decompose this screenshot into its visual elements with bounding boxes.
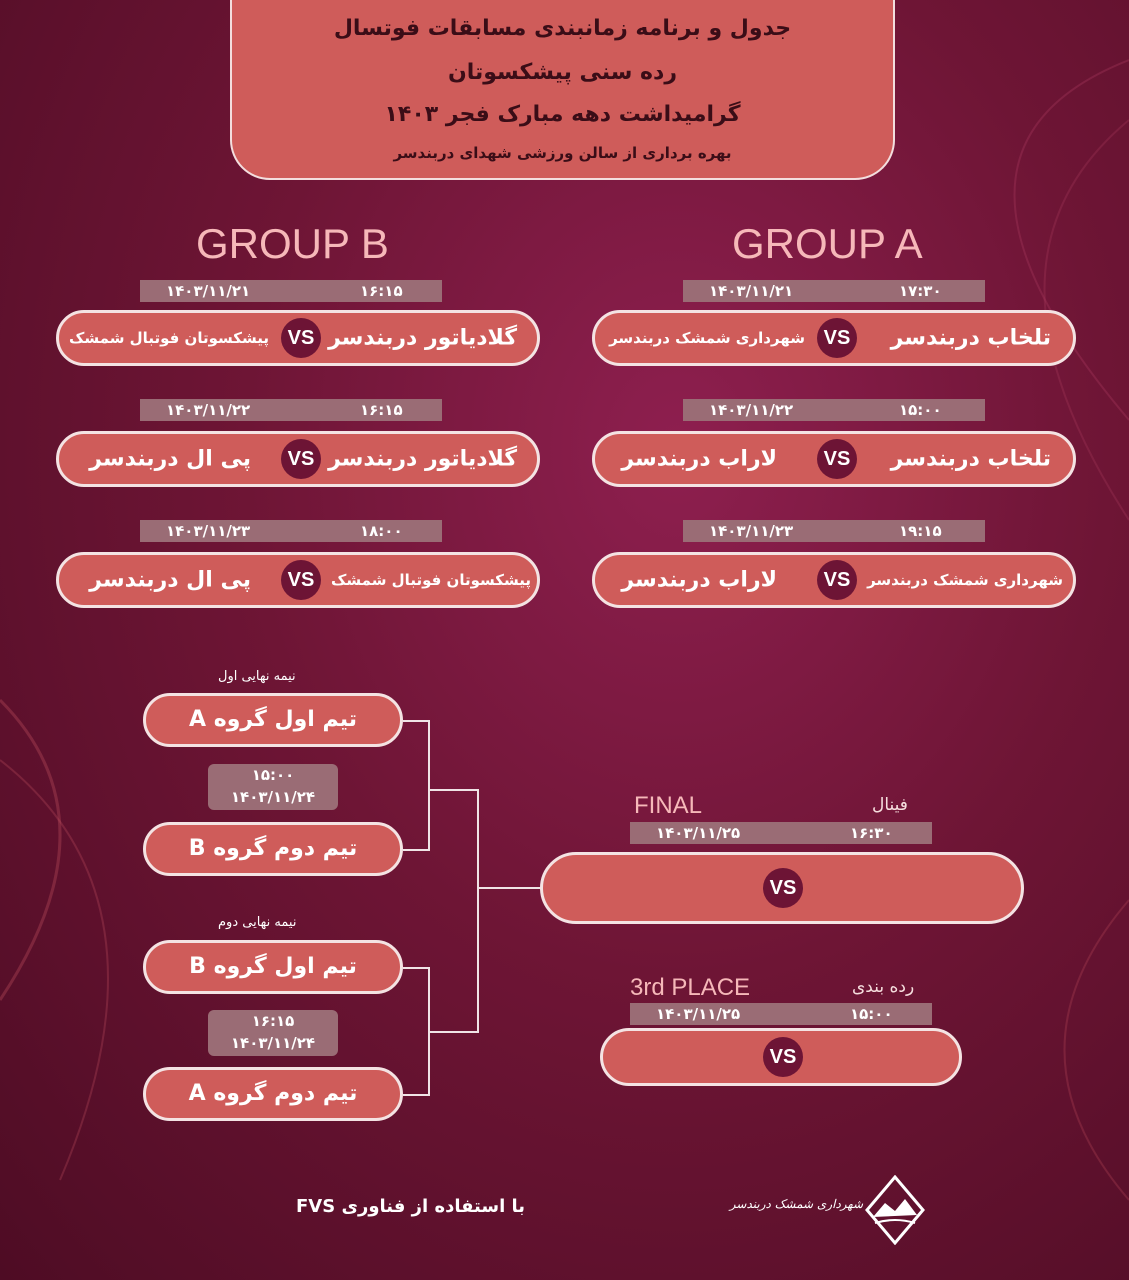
match-date: ۱۴۰۳/۱۱/۲۱ [166,282,251,300]
title-line-4: بهره برداری از سالن ورزشی شهدای دربندسر [393,144,732,162]
match-time: ۱۶:۱۵ [360,401,403,419]
vs-badge: VS [281,318,321,358]
final-label-fa: فینال [872,795,908,815]
bracket-line [477,789,479,1033]
vs-badge: VS [817,318,857,358]
match-time: ۱۶:۱۵ [360,282,403,300]
semi1-label: نیمه نهایی اول [218,669,296,684]
third-time: ۱۵:۰۰ [850,1005,893,1023]
vs-badge: VS [281,560,321,600]
title-line-2: رده سنی پیشکسوتان [447,60,678,85]
third-place-match [600,1028,962,1086]
semi1-date: ۱۴۰۳/۱۱/۲۴ [230,788,316,806]
semi1-schedule [208,764,338,810]
vs-badge: VS [763,868,803,908]
group-a-title: GROUP A [732,220,923,267]
match-time: ۱۷:۳۰ [899,282,942,300]
match-time: ۱۵:۰۰ [899,401,942,419]
home-team: شهرداری شمشک دربندسر [867,571,1063,589]
semi1-time: ۱۵:۰۰ [251,766,295,784]
bracket-line [428,1031,478,1033]
semi2-team1: تیم اول گروه B [143,940,403,994]
final-date: ۱۴۰۳/۱۱/۲۵ [656,824,741,842]
home-team: پیشکسوتان فوتبال شمشک [331,571,531,589]
group-a-match-3 [592,552,1076,608]
final-time: ۱۶:۳۰ [850,824,893,842]
home-team: تلخاب دربندسر [890,325,1051,351]
semi2-time: ۱۶:۱۵ [251,1012,295,1030]
group-a-match-1 [592,310,1076,366]
vs-badge: VS [817,560,857,600]
semi2-team2: تیم دوم گروه A [143,1067,403,1121]
group-b-match-2-info [140,399,442,421]
vs-badge: VS [281,439,321,479]
group-b-match-1-info [140,280,442,302]
away-team: لاراب دربندسر [621,446,777,472]
group-a-match-1-info [683,280,985,302]
group-a-match-3-info [683,520,985,542]
match-time: ۱۸:۰۰ [360,522,403,540]
group-b-match-3-info [140,520,442,542]
home-team: تلخاب دربندسر [890,446,1051,472]
final-label-en: FINAL [634,792,703,819]
group-b-match-2 [56,431,540,487]
bracket-line [403,1094,429,1096]
semi1-team2: تیم دوم گروه B [143,822,403,876]
match-date: ۱۴۰۳/۱۱/۲۲ [166,401,251,419]
bracket-line [428,720,430,851]
group-b-title: GROUP B [196,220,389,267]
title-line-3: گرامیداشت دهه مبارک فجر ۱۴۰۳ [384,102,741,127]
municipality-logo [729,1175,925,1245]
semi2-date: ۱۴۰۳/۱۱/۲۴ [230,1034,316,1052]
title-banner [230,0,895,180]
match-date: ۱۴۰۳/۱۱/۲۳ [709,522,794,540]
away-team: پی ال دربندسر [89,567,251,593]
group-a-match-2 [592,431,1076,487]
away-team: لاراب دربندسر [621,567,777,593]
bracket-line [477,887,541,889]
match-date: ۱۴۰۳/۱۱/۲۲ [709,401,794,419]
vs-badge: VS [817,439,857,479]
home-team: گلادیاتور دربندسر [328,446,517,472]
semi2-label: نیمه نهایی دوم [218,915,297,930]
home-team: گلادیاتور دربندسر [328,325,517,351]
third-info [630,1003,932,1025]
group-b-match-1 [56,310,540,366]
third-date: ۱۴۰۳/۱۱/۲۵ [656,1005,741,1023]
third-label-fa: رده بندی [852,977,915,997]
final-match [540,852,1024,924]
match-date: ۱۴۰۳/۱۱/۲۱ [709,282,794,300]
vs-badge: VS [763,1037,803,1077]
away-team: شهرداری شمشک دربندسر [609,329,805,347]
final-info [630,822,932,844]
bracket-line [403,720,429,722]
third-label-en: 3rd PLACE [630,974,751,1001]
group-a-match-2-info [683,399,985,421]
group-b-match-3 [56,552,540,608]
logo-text: شهرداری شمشک دربندسر [729,1197,863,1211]
away-team: پیشکسوتان فوتبال شمشک [69,329,269,347]
bracket-line [428,789,478,791]
title-line-1: جدول و برنامه زمانبندی مسابقات فوتسال [333,16,792,41]
match-time: ۱۹:۱۵ [899,522,942,540]
bracket-line [403,967,429,969]
match-date: ۱۴۰۳/۱۱/۲۳ [166,522,251,540]
technology-credit: با استفاده از فناوری FVS [296,1196,526,1217]
bracket-line [403,849,429,851]
semi2-schedule [208,1010,338,1056]
away-team: پی ال دربندسر [89,446,251,472]
semi1-team1: تیم اول گروه A [143,693,403,747]
